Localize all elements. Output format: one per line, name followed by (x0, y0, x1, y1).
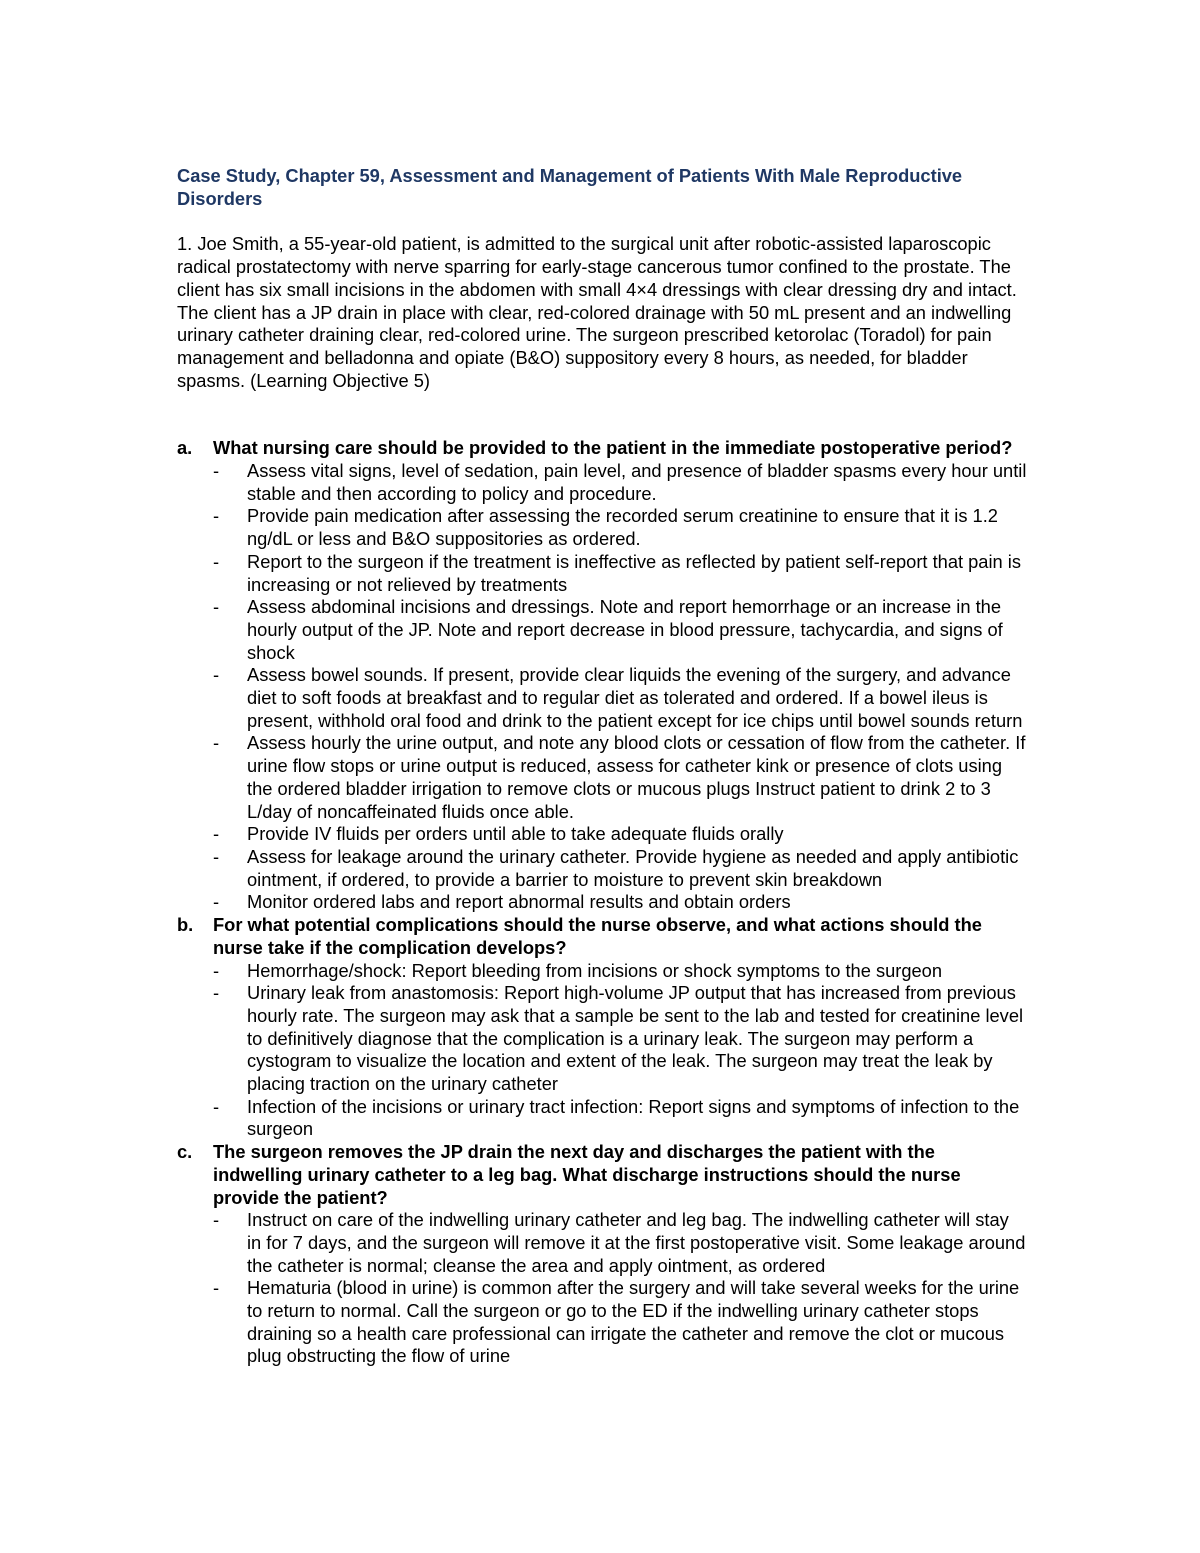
dash-bullet: - (213, 823, 220, 845)
question-b (177, 914, 1027, 1141)
answer-item (213, 960, 1027, 983)
question-c (177, 1141, 1027, 1368)
answer-text: Hematuria (blood in urine) is common after the surgery and will take several weeks for the urine to return to normal. Call the surgeon or go to the ED if the indwelling urinary catheter stops draining so a health care professional can irrigate the catheter and remove the clot or mucous plug obstructing the flow of urine (247, 1277, 1020, 1367)
dash-bullet: - (213, 460, 220, 482)
answer-text: Monitor ordered labs and report abnormal results and obtain orders (247, 891, 791, 913)
dash-bullet: - (213, 959, 220, 981)
dash-bullet: - (213, 732, 220, 754)
answer-text: Report to the surgeon if the treatment is ineffective as reflected by patient self-report that pain is increasing or not relieved by treatments (247, 550, 1021, 595)
document-page (177, 165, 1027, 1368)
question-letter: c. (177, 1141, 193, 1163)
answer-text: Urinary leak from anastomosis: Report high-volume JP output that has increased from previous hourly rate. The surgeon may ask that a sample be sent to the lab and tested for creatinine level to definitively diagnose that the complication is a urinary leak. The surgeon may perform a cystogram to visualize the location and extent of the leak. The surgeon may treat the leak by placing traction on the urinary catheter (247, 982, 1024, 1095)
answer-text: Provide pain medication after assessing the recorded serum creatinine to ensure that it is 1.2 ng/dL or less and B&O suppositories as ordered. (247, 505, 998, 550)
dash-bullet: - (213, 1209, 220, 1231)
answer-text: Assess vital signs, level of sedation, pain level, and presence of bladder spasms every hour until stable and then according to policy and procedure. (247, 460, 1027, 504)
question-letter: b. (177, 914, 194, 936)
answer-text: Hemorrhage/shock: Report bleeding from incisions or shock symptoms to the surgeon (247, 959, 943, 981)
answer-item (213, 1277, 1027, 1368)
answer-item (213, 732, 1027, 823)
answer-item (213, 596, 1027, 664)
answer-item (213, 505, 1027, 550)
question-letter: a. (177, 437, 193, 459)
answer-text: Assess hourly the urine output, and note any blood clots or cessation of flow from the catheter. If urine flow stops or urine output is reduced, assess for catheter kink or presence of clots using the ordered bladder irrigation to remove clots or mucous plugs Instruct patient to drink 2 to 3 L/day of noncaffeinated fluids once able. (247, 732, 1026, 822)
dash-bullet: - (213, 664, 220, 686)
answer-list (213, 460, 1027, 914)
case-intro: 1. Joe Smith, a 55-year-old patient, is admitted to the surgical unit after robotic-assisted laparoscopic radical prostatectomy with nerve sparring for early-stage cancerous tumor confined to the prostate. The client has six small incisions in the abdomen with small 4×4 dressings with clear dressing dry and intact. The client has a JP drain in place with clear, red-colored drainage with 50 mL present and an indwelling urinary catheter draining clear, red-colored urine. The surgeon prescribed ketorolac (Toradol) for pain management and belladonna and opiate (B&O) suppository every 8 hours, as needed, for bladder spasms. (Learning Objective 5) (177, 233, 1017, 391)
answer-item (213, 551, 1027, 596)
dash-bullet: - (213, 891, 220, 913)
answer-text: Assess abdominal incisions and dressings. Note and report hemorrhage or an increase in the hourly output of the JP. Note and report decrease in blood pressure, tachycardia, and signs of shock (247, 596, 1003, 663)
answer-text: Provide IV fluids per orders until able to take adequate fluids orally (247, 823, 784, 845)
answer-list (213, 960, 1027, 1142)
dash-bullet: - (213, 550, 220, 572)
dash-bullet: - (213, 596, 220, 618)
answer-item (213, 823, 1027, 846)
answer-item (213, 982, 1027, 1096)
answer-list (213, 1209, 1027, 1368)
dash-bullet: - (213, 1277, 220, 1299)
dash-bullet: - (213, 845, 220, 867)
answer-item (213, 846, 1027, 891)
dash-bullet: - (213, 982, 220, 1004)
answer-text: Infection of the incisions or urinary tract infection: Report signs and symptoms of infection to the surgeon (247, 1095, 1020, 1140)
question-text: What nursing care should be provided to the patient in the immediate postoperative period? (213, 437, 1013, 459)
question-a (177, 437, 1027, 914)
answer-item (213, 891, 1027, 914)
question-text: The surgeon removes the JP drain the next day and discharges the patient with the indwelling urinary catheter to a leg bag. What discharge instructions should the nurse provide the patient? (213, 1141, 961, 1208)
document-title: Case Study, Chapter 59, Assessment and Management of Patients With Male Reproductive Disorders (177, 165, 963, 209)
answer-item (213, 1096, 1027, 1141)
dash-bullet: - (213, 1095, 220, 1117)
answer-item (213, 1209, 1027, 1277)
answer-text: Instruct on care of the indwelling urinary catheter and leg bag. The indwelling catheter will stay in for 7 days, and the surgeon will remove it at the first postoperative visit. Some leakage around the catheter is normal; cleanse the area and apply ointment, as ordered (247, 1209, 1026, 1276)
dash-bullet: - (213, 505, 220, 527)
answer-item (213, 460, 1027, 505)
answer-text: Assess for leakage around the urinary catheter. Provide hygiene as needed and apply antibiotic ointment, if ordered, to provide a barrier to moisture to prevent skin breakdown (247, 845, 1019, 890)
answer-text: Assess bowel sounds. If present, provide clear liquids the evening of the surgery, and advance diet to soft foods at breakfast and to regular diet as tolerated and ordered. If a bowel ileus is present, withhold oral food and drink to the patient except for ice chips until bowel sounds return (247, 664, 1023, 731)
answer-item (213, 664, 1027, 732)
question-text: For what potential complications should the nurse observe, and what actions should the nurse take if the complication develops? (213, 914, 982, 958)
question-list (177, 437, 1027, 1368)
